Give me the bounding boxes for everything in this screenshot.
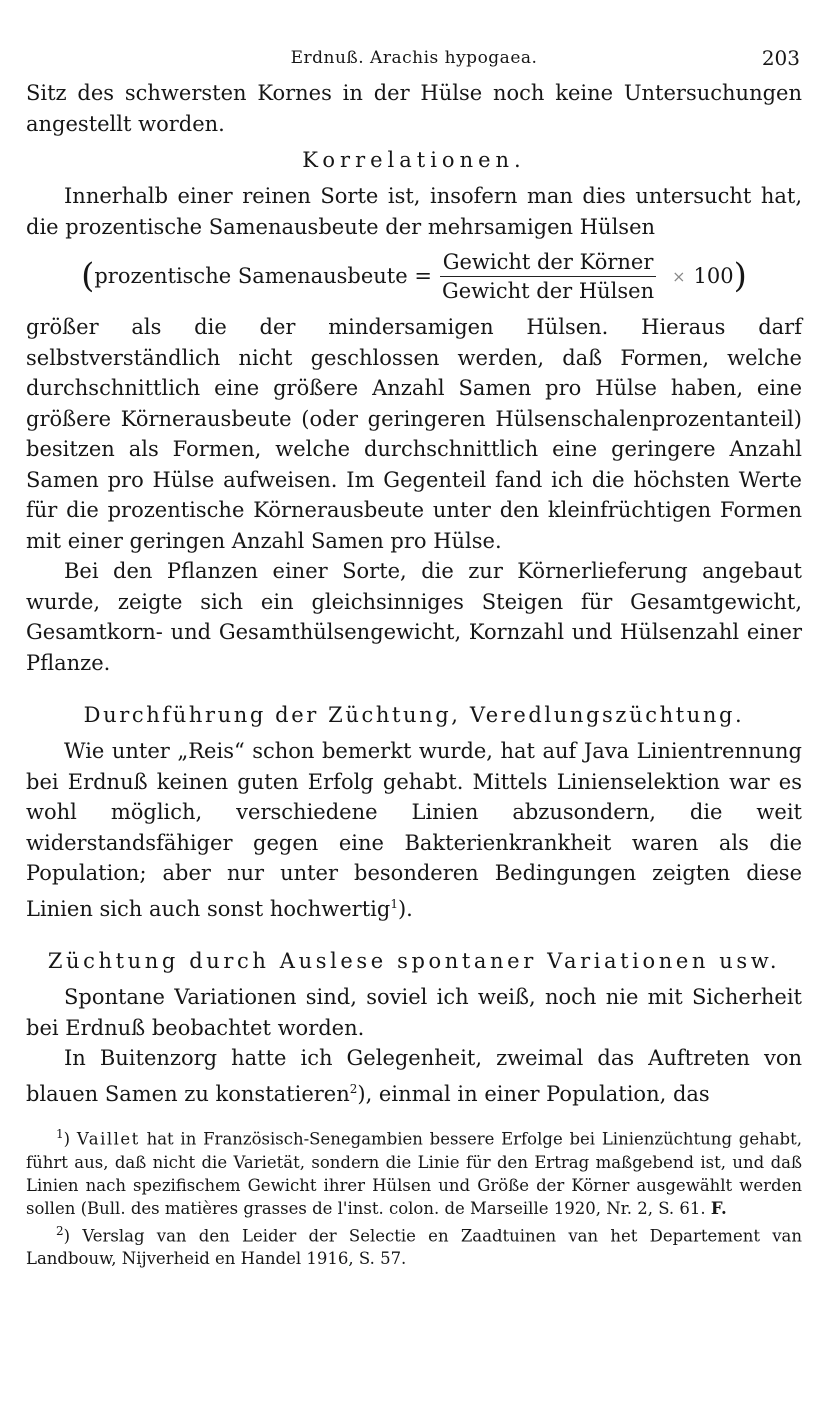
paragraph-korrelationen-start: Innerhalb einer reinen Sorte ist, insofern man dies untersucht hat, die prozentische Samenausbeute der mehrsamigen Hülsen — [26, 184, 802, 239]
formula-open-paren: ( — [81, 256, 95, 296]
running-head — [26, 42, 802, 78]
paragraph-spontane: Spontane Variationen sind, soviel ich weiß, noch nie mit Sicherheit bei Erdnuß beobachtet worden. — [26, 985, 802, 1040]
formula-factor: 100 — [693, 264, 734, 288]
formula-close-paren: ) — [733, 256, 747, 296]
running-title: Erdnuß. Arachis hypogaea. — [290, 48, 538, 68]
section-heading-durchfuehrung: Durchführung der Züchtung, Veredlungszüchtung. — [83, 703, 745, 727]
spacer — [26, 678, 802, 694]
paragraph-pflanzen: Bei den Pflanzen einer Sorte, die zur Körnerlieferung angebaut wurde, zeigte sich ein gleichsinniges Steigen für Gesamtgewicht, Gesamtkorn- und Gesamthülsengewicht, Kornzahl und Hülsenzahl einer Pflanze. — [26, 559, 802, 675]
paragraph-buitenzorg-text: In Buitenzorg hatte ich Gelegenheit, zweimal das Auftreten von blauen Samen zu konstatieren — [26, 1046, 802, 1106]
paragraph-reis — [26, 736, 802, 924]
section-heading-auslese: Züchtung durch Auslese spontaner Variationen usw. — [47, 949, 781, 973]
footnote-2-mark: 2 — [56, 1223, 64, 1238]
footnote-1-sign: F. — [710, 1198, 727, 1218]
formula-times: × — [672, 266, 686, 286]
footnote-1-mark: 1 — [56, 1127, 64, 1141]
footnotes — [26, 1123, 802, 1270]
footnote-1-author: Vaillet — [76, 1129, 140, 1149]
formula-numerator: Gewicht der Körner — [442, 249, 654, 274]
formula-denominator: Gewicht der Hülsen — [441, 278, 655, 303]
footnote-2-text: Verslag van den Leider der Selectie en Zaadtuinen van het Departement van Landbouw, Nijverheid en Handel 1916, S. 57. — [26, 1226, 802, 1268]
formula-fraction — [440, 248, 656, 305]
formula-lhs: prozentische Samenausbeute = — [94, 264, 432, 288]
paragraph-buitenzorg — [26, 1043, 802, 1109]
paragraph-korrelationen-end: größer als die der mindersamigen Hülsen. Hieraus darf selbstverständlich nicht geschlossen werden, daß Formen, welche durchschnittlich eine größere Anzahl Samen pro Hülse haben, eine größere Körnerausbeute (oder geringeren Hülsenschalenprozentanteil) besitzen als Formen, welche durchschnittlich eine geringere Anzahl Samen pro Hülse aufweisen. Im Gegenteil fand ich die höchsten Werte für die prozentische Körnerausbeute unter den kleinfrüchtigen Formen mit einer geringen Anzahl Samen pro Hülse. — [26, 315, 802, 553]
footnote-1: $^1$) Vaillet hat in Französisch-Senegambien bessere Erfolge bei Linienzüchtung gehabt, führt aus, daß nicht die Varietät, sondern die Linie für den Ertrag maßgebend ist, und daß Linien nach spezifischem Gewicht ihrer Hülsen und Größe der Körner ausgewählt werden sollen (Bull. des matières grasses de l'inst. colon. de Marseille 1920, Nr. 2, S. 61. F. — [26, 1127, 802, 1218]
paragraph-buitenzorg-end: ), einmal in einer Population, das — [357, 1081, 710, 1106]
footnote-1-text: hat in Französisch-Senegambien bessere Erfolge bei Linienzüchtung gehabt, führt aus, daß nicht die Varietät, sondern die Linie für den Ertrag maßgebend ist, und daß Linien nach spezifischem Gewicht ihrer Hülsen und Größe der Körner ausgewählt werden sollen (Bull. des matières grasses de l'inst. colon. de Marseille 1920, Nr. 2, S. 61. — [26, 1129, 802, 1218]
section-heading-korrelationen: Korrelationen. — [302, 148, 526, 172]
formula-samenausbeute — [26, 244, 802, 308]
spacer — [26, 924, 802, 940]
footnote-2: $^2$) Verslag van den Leider der Selectie en Zaadtuinen van het Departement van Landbouw, Nijverheid en Handel 1916, S. 57. — [26, 1223, 802, 1268]
page-number: 203 — [761, 46, 800, 70]
paragraph-reis-text: Wie unter „Reis“ schon bemerkt wurde, hat auf Java Linientrennung bei Erdnuß keinen guten Erfolg gehabt. Mittels Linienselektion war es wohl möglich, verschiedene Linien abzusondern, die weit widerstandsfähiger gegen eine Bakterienkrankheit waren als die Population; aber nur unter besonderen Bedingungen zeigten diese Linien sich auch sonst hochwertig — [26, 739, 802, 921]
paragraph-reis-end: ). — [397, 896, 413, 921]
footnote-ref-2: 2 — [349, 1081, 358, 1096]
paragraph-continued: Sitz des schwersten Kornes in der Hülse noch keine Untersuchungen angestellt worden. — [26, 81, 802, 136]
footnote-ref-1: 1 — [390, 896, 398, 911]
